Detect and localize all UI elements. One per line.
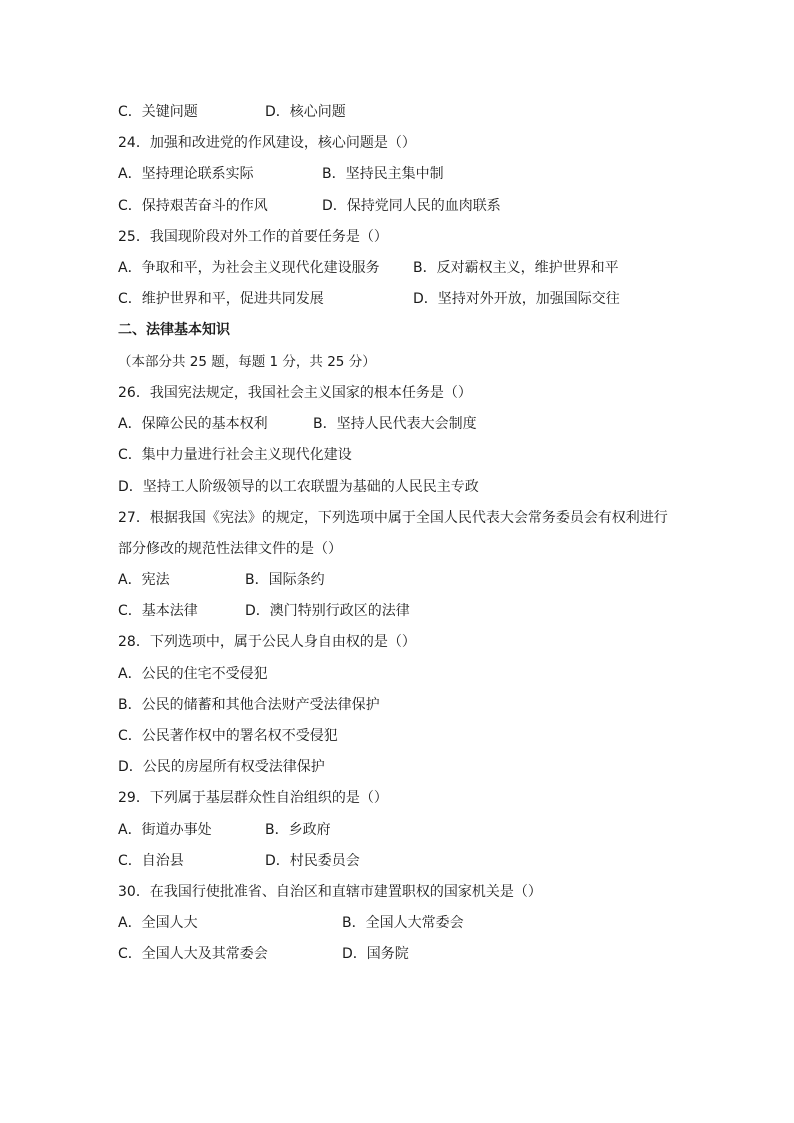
section-note: （本部分共 25 题，每题 1 分，共 25 分） [118, 354, 376, 370]
q30-stem: 30．在我国行使批准省、自治区和直辖市建置职权的国家机关是（） [118, 884, 542, 900]
q30-option-a: A．全国人大 [118, 915, 198, 931]
q30-option-d: D．国务院 [342, 946, 409, 962]
q29-option-c: C．自治县 [118, 853, 184, 869]
q28-option-d: D．公民的房屋所有权受法律保护 [118, 759, 325, 775]
q25-option-b: B．反对霸权主义，维护世界和平 [413, 260, 619, 276]
q27-stem-line2: 部分修改的规范性法律文件的是（） [118, 541, 342, 557]
q27-option-a: A．宪法 [118, 572, 170, 588]
q25-option-a: A．争取和平，为社会主义现代化建设服务 [118, 260, 380, 276]
q28-stem: 28．下列选项中，属于公民人身自由权的是（） [118, 634, 416, 650]
q24-option-c: C．保持艰苦奋斗的作风 [118, 198, 268, 214]
q26-option-c: C．集中力量进行社会主义现代化建设 [118, 447, 352, 463]
q30-option-c: C．全国人大及其常委会 [118, 946, 268, 962]
q28-option-b: B．公民的储蓄和其他合法财产受法律保护 [118, 697, 380, 713]
q29-option-b: B．乡政府 [265, 822, 331, 838]
q27-stem-line1: 27．根据我国《宪法》的规定，下列选项中属于全国人民代表大会常务委员会有权利进行 [118, 510, 668, 526]
q24-option-b: B．坚持民主集中制 [322, 166, 444, 182]
q26-option-b: B．坚持人民代表大会制度 [313, 416, 477, 432]
q27-option-b: B．国际条约 [245, 572, 325, 588]
q29-option-d: D．村民委员会 [265, 853, 360, 869]
q30-option-b: B．全国人大常委会 [342, 915, 464, 931]
q24-option-d: D．保持党同人民的血肉联系 [322, 198, 501, 214]
section-title: 二、法律基本知识 [118, 322, 230, 338]
q27-option-d: D．澳门特别行政区的法律 [245, 603, 410, 619]
q26-option-d: D．坚持工人阶级领导的以工农联盟为基础的人民民主专政 [118, 479, 479, 495]
q24-option-a: A．坚持理论联系实际 [118, 166, 254, 182]
q28-option-a: A．公民的住宅不受侵犯 [118, 666, 268, 682]
q29-stem: 29．下列属于基层群众性自治组织的是（） [118, 790, 388, 806]
q25-option-c: C．维护世界和平，促进共同发展 [118, 291, 324, 307]
q25-stem: 25．我国现阶段对外工作的首要任务是（） [118, 229, 388, 245]
q24-stem: 24．加强和改进党的作风建设，核心问题是（） [118, 135, 416, 151]
q25-option-d: D．坚持对外开放，加强国际交往 [413, 291, 620, 307]
q23-option-d: D．核心问题 [265, 104, 346, 120]
q29-option-a: A．街道办事处 [118, 822, 212, 838]
q28-option-c: C．公民著作权中的署名权不受侵犯 [118, 728, 338, 744]
q23-option-c: C．关键问题 [118, 104, 198, 120]
q26-option-a: A．保障公民的基本权利 [118, 416, 268, 432]
q26-stem: 26．我国宪法规定，我国社会主义国家的根本任务是（） [118, 385, 472, 401]
q27-option-c: C．基本法律 [118, 603, 198, 619]
